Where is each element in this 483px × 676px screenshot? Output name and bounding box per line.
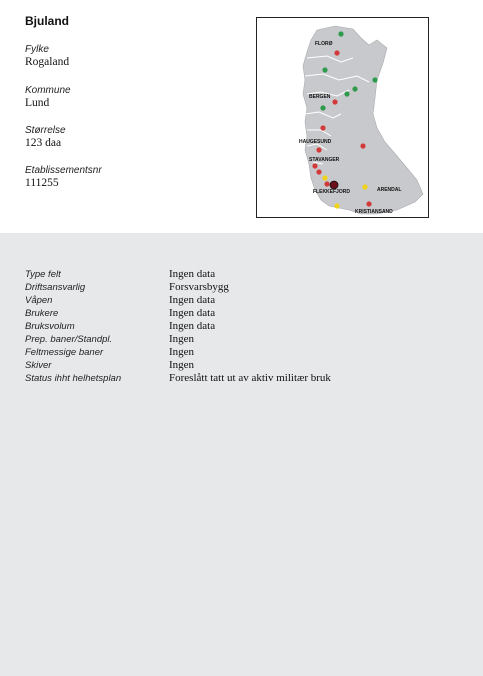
detail-key: Status ihht helhetsplan — [25, 373, 122, 384]
details-table — [25, 268, 465, 385]
detail-value: Forsvarsbygg — [169, 281, 229, 293]
city-label: FLORØ — [315, 41, 333, 47]
field-kommune — [25, 85, 71, 110]
site-marker — [312, 163, 317, 168]
site-marker — [316, 147, 321, 152]
detail-value: Ingen data — [169, 307, 216, 319]
detail-value: Ingen — [169, 359, 195, 371]
detail-row — [25, 333, 465, 346]
field-etablissementsnr — [25, 165, 102, 190]
detail-key: Feltmessige baner — [25, 347, 104, 358]
site-marker — [372, 77, 377, 82]
city-label: STAVANGER — [309, 157, 340, 163]
detail-value: Ingen — [169, 333, 195, 345]
detail-key: Prep. baner/Standpl. — [25, 334, 113, 345]
site-marker — [320, 105, 325, 110]
site-marker — [322, 67, 327, 72]
selected-site-marker — [330, 181, 338, 189]
detail-row — [25, 281, 465, 294]
site-marker — [334, 50, 339, 55]
header-section — [0, 0, 483, 233]
detail-value: Ingen data — [169, 320, 216, 332]
detail-value: Ingen data — [169, 268, 216, 280]
detail-value: Ingen data — [169, 294, 216, 306]
field-label: Størrelse — [25, 125, 66, 136]
detail-row — [25, 320, 465, 333]
field-value: Rogaland — [25, 56, 70, 68]
field-label: Etablissementsnr — [25, 165, 102, 176]
detail-row — [25, 359, 465, 372]
site-marker — [320, 125, 325, 130]
detail-key: Skiver — [25, 360, 52, 371]
detail-row — [25, 346, 465, 359]
detail-row — [25, 294, 465, 307]
site-marker — [334, 203, 339, 208]
page-title: Bjuland — [25, 14, 69, 28]
detail-key: Bruksvolum — [25, 321, 75, 332]
detail-key: Type felt — [25, 269, 61, 280]
field-value: 111255 — [25, 177, 59, 189]
site-marker — [332, 99, 337, 104]
site-marker — [324, 181, 329, 186]
field-label: Fylke — [25, 44, 49, 55]
detail-value: Foreslått tatt ut av aktiv militær bruk — [169, 372, 331, 384]
city-label: HAUGESUND — [299, 139, 332, 145]
site-marker — [344, 91, 349, 96]
field-fylke — [25, 44, 69, 69]
detail-key: Brukere — [25, 308, 59, 319]
detail-key: Våpen — [25, 295, 53, 306]
detail-value: Ingen — [169, 346, 195, 358]
field-value: Lund — [25, 97, 50, 109]
detail-row — [25, 307, 465, 320]
detail-row — [25, 268, 465, 281]
site-marker — [338, 31, 343, 36]
site-marker — [322, 175, 327, 180]
detail-key: Driftsansvarlig — [25, 282, 86, 293]
site-marker — [366, 201, 371, 206]
map-svg — [257, 18, 428, 217]
detail-row — [25, 372, 465, 385]
site-marker — [360, 143, 365, 148]
city-label: ARENDAL — [377, 187, 402, 193]
field-storrelse — [25, 125, 66, 150]
field-value: 123 daa — [25, 137, 62, 149]
city-label: KRISTIANSAND — [355, 209, 393, 215]
site-marker — [352, 86, 357, 91]
site-marker — [316, 169, 321, 174]
site-marker — [362, 184, 367, 189]
location-map — [256, 17, 429, 218]
city-label: FLEKKEFJORD — [313, 189, 350, 195]
field-label: Kommune — [25, 85, 71, 96]
city-label: BERGEN — [309, 94, 331, 100]
